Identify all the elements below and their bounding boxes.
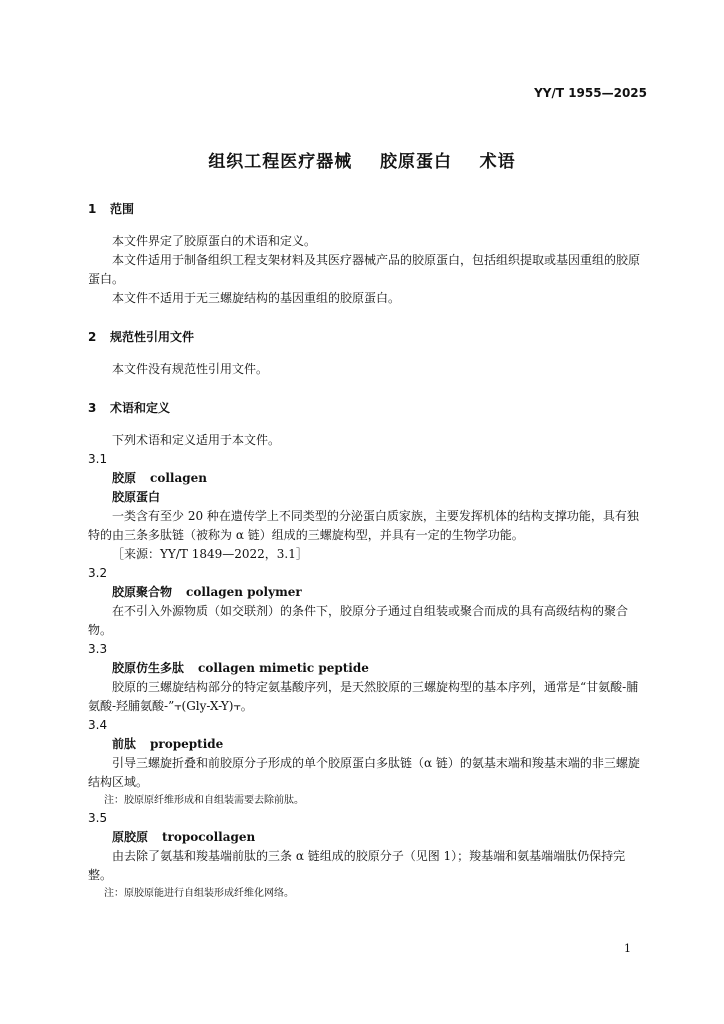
term-definition: 在不引入外源物质（如交联剂）的条件下，胶原分子通过自组装或聚合而成的具有高级结构的聚合物。 <box>88 604 629 637</box>
section-heading-1 <box>88 200 648 218</box>
term-definition: 引导三螺旋折叠和前胶原分子形成的单个胶原蛋白多肽链（α 链）的氨基末端和羧基末端的非三螺旋结构区域。 <box>88 756 640 789</box>
term-entry <box>88 735 648 754</box>
section-number: 3 <box>88 401 97 415</box>
term-number: 3.1 <box>88 452 108 466</box>
term-note: 注：原胶原能进行自组装形成纤维化网络。 <box>104 888 294 899</box>
paragraph: 本文件界定了胶原蛋白的术语和定义。 <box>112 234 317 248</box>
term-number: 3.3 <box>88 642 108 656</box>
term-number: 3.5 <box>88 811 108 825</box>
section-number: 2 <box>88 330 97 344</box>
term-definition: 一类含有至少 20 种在遗传学上不同类型的分泌蛋白质家族，主要发挥机体的结构支撑功能，具有独特的由三条多肽链（被称为 α 链）组成的三螺旋构型，并具有一定的生物学功能。 <box>88 509 639 542</box>
term-synonym: 胶原蛋白 <box>112 490 161 504</box>
term-definition: 由去除了氨基和羧基端前肽的三条 α 链组成的胶原分子（见图 1）；羧基端和氨基端端肽仍保持完整。 <box>88 849 626 882</box>
term-source: ［来源：YY/T 1849—2022，3.1］ <box>112 547 308 561</box>
term-zh: 原胶原 <box>112 830 149 844</box>
term-en: collagen polymer <box>186 585 302 599</box>
term-number: 3.4 <box>88 718 108 732</box>
term-entry <box>88 469 648 488</box>
term-zh: 胶原聚合物 <box>112 585 173 599</box>
term-zh: 前肽 <box>112 737 137 751</box>
term-entry <box>88 583 648 602</box>
section-title: 术语和定义 <box>110 401 171 415</box>
paragraph: 下列术语和定义适用于本文件。 <box>112 433 281 447</box>
section-heading-2 <box>88 328 648 346</box>
section-heading-3 <box>88 399 648 417</box>
term-en: collagen mimetic peptide <box>198 661 369 675</box>
document-body <box>88 200 648 902</box>
term-en: propeptide <box>150 737 224 751</box>
term-zh: 胶原 <box>112 471 137 485</box>
page-number: 1 <box>624 942 631 955</box>
paragraph: 本文件不适用于无三螺旋结构的基因重组的胶原蛋白。 <box>112 291 401 305</box>
standard-number: YY/T 1955—2025 <box>534 86 647 100</box>
term-zh: 胶原仿生多肽 <box>112 661 185 675</box>
section-title: 规范性引用文件 <box>110 330 195 344</box>
term-en: tropocollagen <box>162 830 256 844</box>
term-note: 注：胶原原纤维形成和自组装需要去除前肽。 <box>104 795 304 806</box>
term-definition: 胶原的三螺旋结构部分的特定氨基酸序列，是天然胶原的三螺旋构型的基本序列，通常是“甘氨酸-脯氨酸-羟脯氨酸-”⫟(Gly-X-Y)⫟。 <box>88 680 639 713</box>
term-en: collagen <box>150 471 207 485</box>
document-title: 组织工程医疗器械 胶原蛋白 术语 <box>208 152 516 172</box>
term-number: 3.2 <box>88 566 108 580</box>
term-entry <box>88 828 648 847</box>
paragraph: 本文件没有规范性引用文件。 <box>112 362 269 376</box>
term-entry <box>88 659 648 678</box>
section-number: 1 <box>88 202 97 216</box>
section-title: 范围 <box>110 202 135 216</box>
paragraph: 本文件适用于制备组织工程支架材料及其医疗器械产品的胶原蛋白，包括组织提取或基因重组的胶原蛋白。 <box>88 253 641 286</box>
